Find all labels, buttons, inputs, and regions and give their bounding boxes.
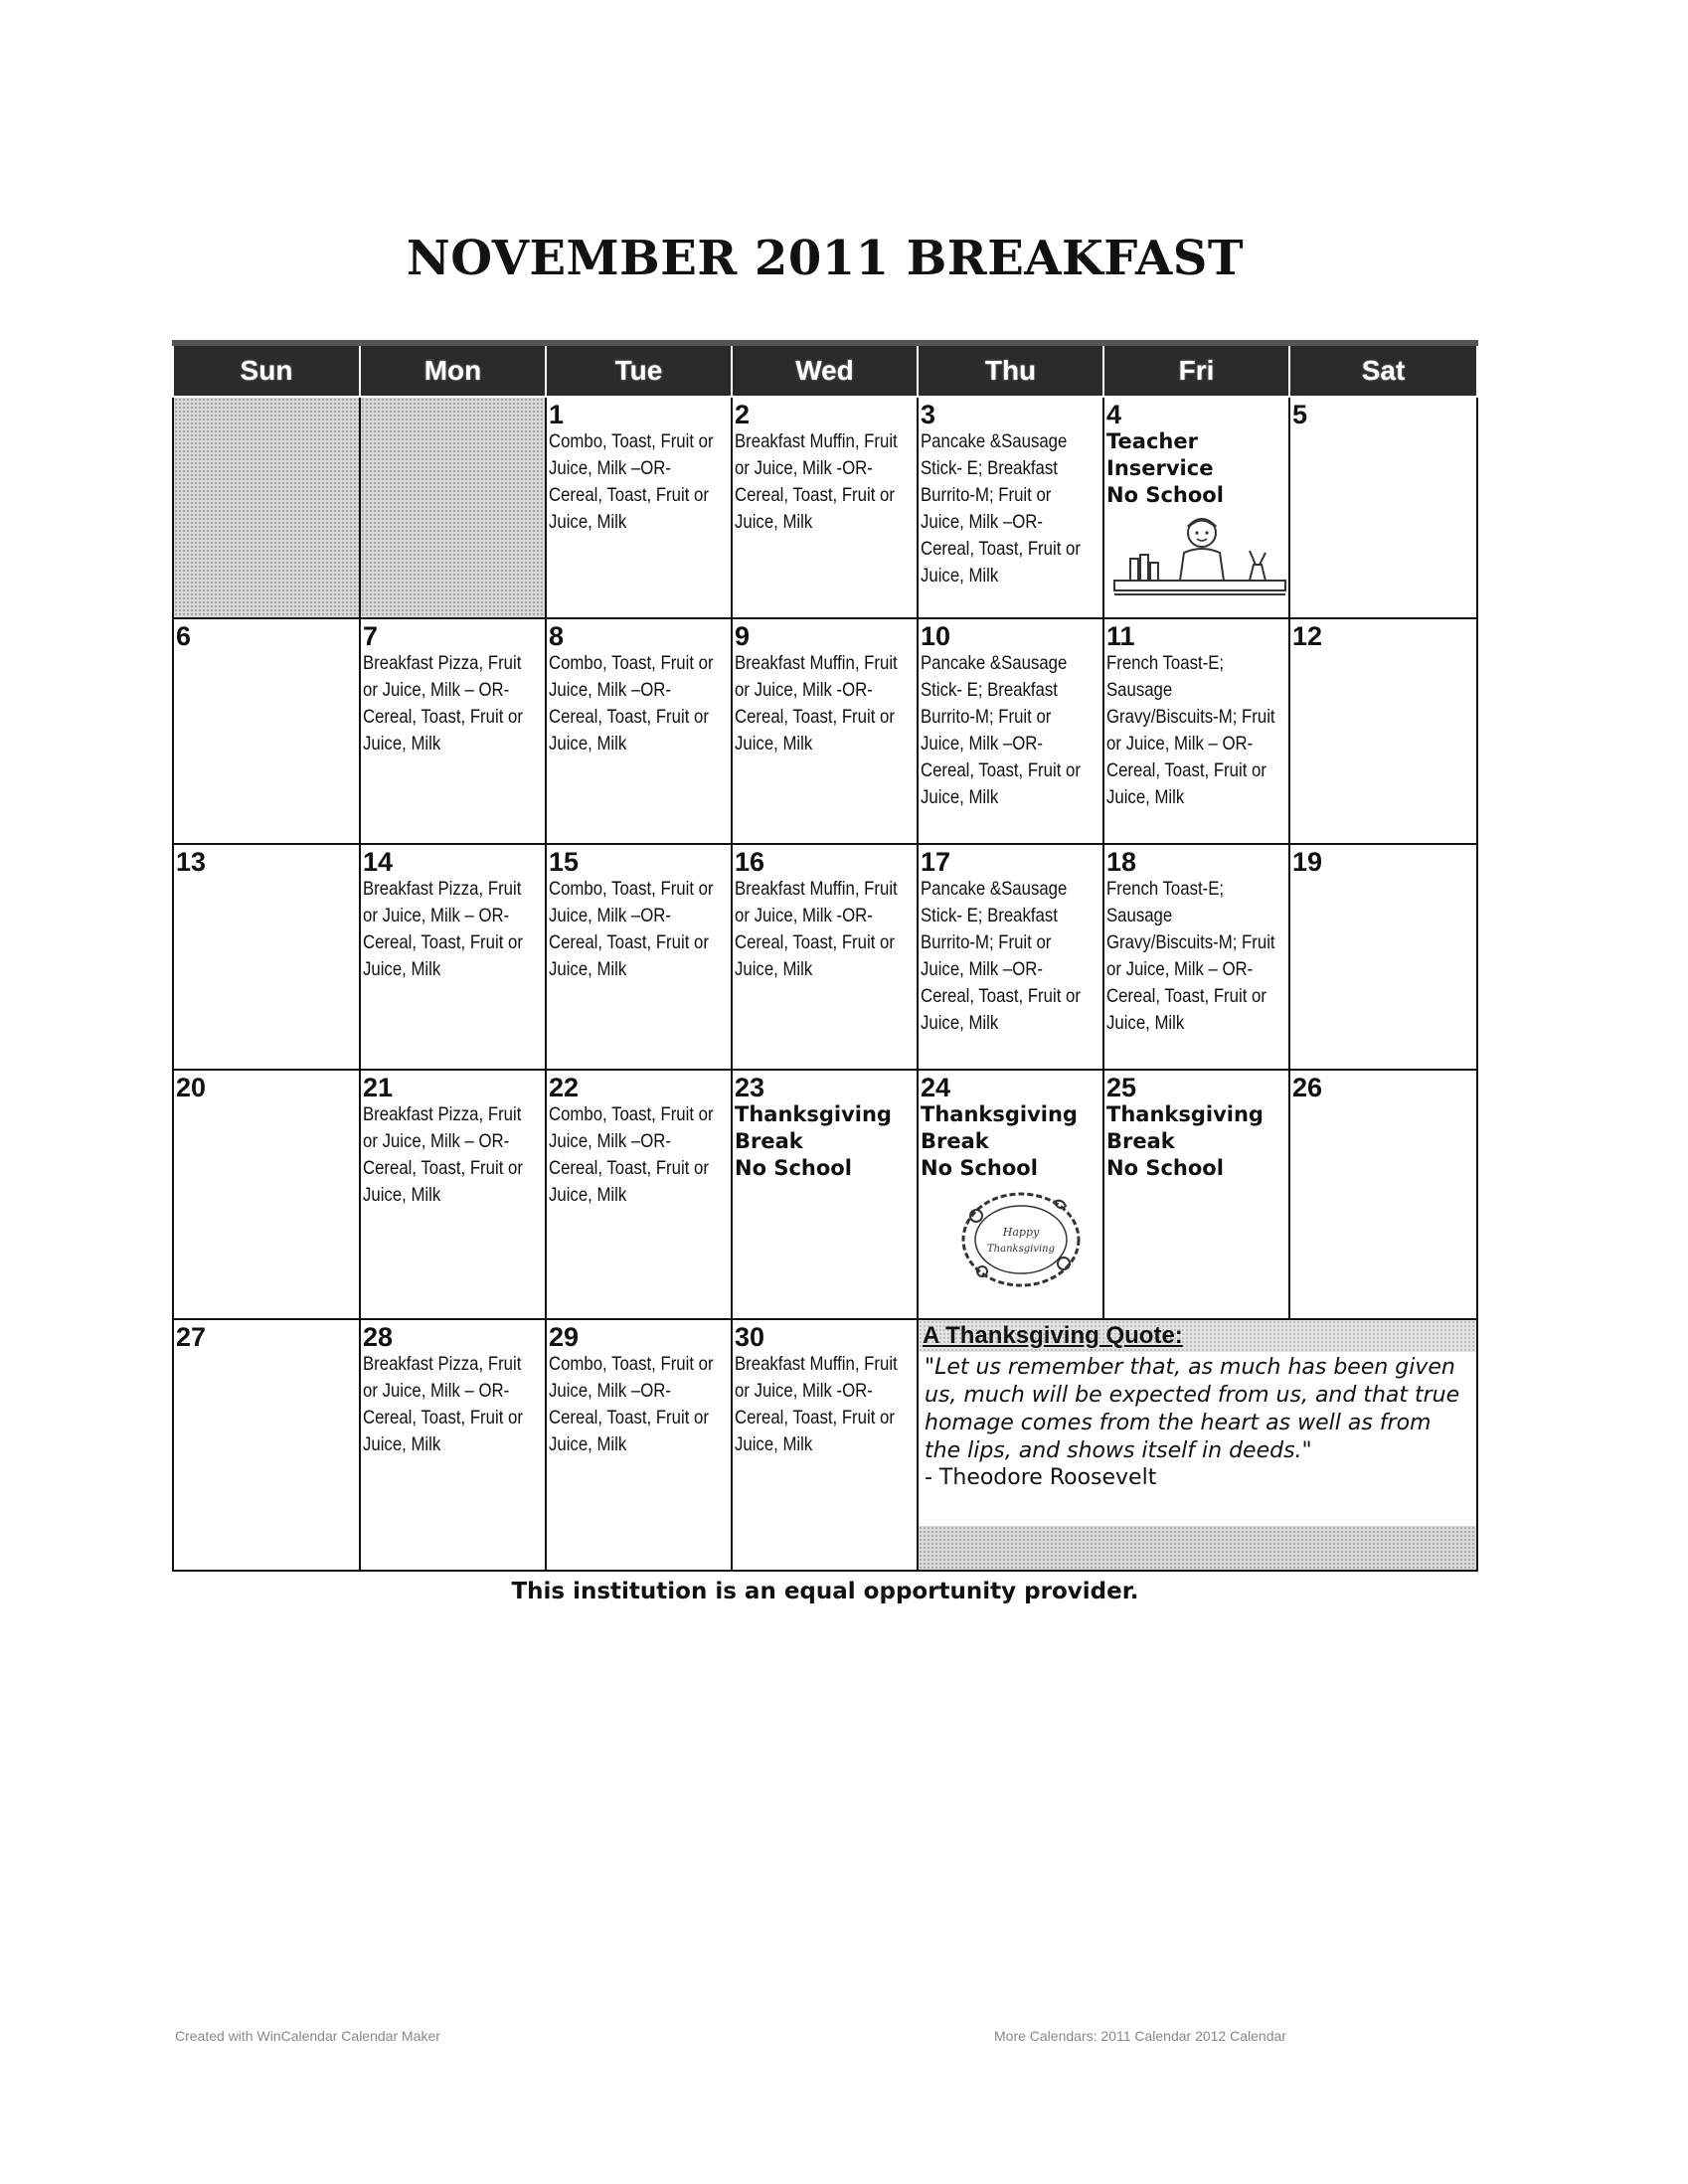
day-cell-11 bbox=[1103, 618, 1289, 844]
menu-text: Combo, Toast, Fruit or Juice, Milk –OR- Cereal, Toast, Fruit or Juice, Milk bbox=[549, 430, 714, 533]
day-cell-26 bbox=[1289, 1070, 1477, 1319]
day-number: 14 bbox=[363, 847, 394, 877]
day-cell-20 bbox=[173, 1070, 360, 1319]
day-cell-8 bbox=[546, 618, 732, 844]
equal-opportunity-note: This institution is an equal opportunity provider. bbox=[511, 1579, 1139, 1604]
day-number: 22 bbox=[549, 1073, 580, 1102]
day-number: 6 bbox=[176, 621, 192, 651]
weekday-thu: Thu bbox=[918, 343, 1103, 397]
day-number: 28 bbox=[363, 1322, 394, 1352]
day-number: 4 bbox=[1106, 400, 1122, 429]
event-text: Break bbox=[921, 1129, 989, 1153]
quote-heading: A Thanksgiving Quote: bbox=[919, 1320, 1476, 1352]
day-number: 19 bbox=[1292, 847, 1323, 877]
menu-text: Combo, Toast, Fruit or Juice, Milk –OR- Cereal, Toast, Fruit or Juice, Milk bbox=[549, 878, 714, 980]
day-number: 7 bbox=[363, 621, 379, 651]
empty-day-cell bbox=[360, 397, 546, 618]
event-text: Break bbox=[1106, 1129, 1175, 1153]
day-number: 24 bbox=[921, 1073, 951, 1102]
day-cell-17 bbox=[918, 844, 1103, 1070]
event-text: Thanksgiving bbox=[921, 1102, 1078, 1126]
day-cell-28 bbox=[360, 1319, 546, 1571]
day-cell-30 bbox=[732, 1319, 918, 1571]
menu-text: Combo, Toast, Fruit or Juice, Milk –OR- Cereal, Toast, Fruit or Juice, Milk bbox=[549, 652, 714, 755]
menu-text: Breakfast Muffin, Fruit or Juice, Milk -OR- Cereal, Toast, Fruit or Juice, Milk bbox=[735, 878, 898, 980]
day-cell-16 bbox=[732, 844, 918, 1070]
day-number: 18 bbox=[1106, 847, 1137, 877]
menu-text: Breakfast Pizza, Fruit or Juice, Milk – OR- Cereal, Toast, Fruit or Juice, Milk bbox=[363, 1353, 523, 1455]
event-text: No School bbox=[921, 1156, 1038, 1180]
menu-text: Combo, Toast, Fruit or Juice, Milk –OR- Cereal, Toast, Fruit or Juice, Milk bbox=[549, 1103, 714, 1206]
day-cell-12 bbox=[1289, 618, 1477, 844]
quote-box bbox=[918, 1319, 1477, 1571]
day-cell-6 bbox=[173, 618, 360, 844]
teacher-clipart-icon bbox=[1110, 515, 1289, 602]
day-number: 25 bbox=[1106, 1073, 1137, 1102]
day-number: 29 bbox=[549, 1322, 580, 1352]
week-row-2 bbox=[173, 618, 1477, 844]
day-number: 3 bbox=[921, 400, 936, 429]
day-number: 20 bbox=[176, 1073, 207, 1102]
menu-text: Breakfast Muffin, Fruit or Juice, Milk -OR- Cereal, Toast, Fruit or Juice, Milk bbox=[735, 430, 898, 533]
weekday-fri: Fri bbox=[1103, 343, 1289, 397]
menu-text: French Toast-E; Sausage Gravy/Biscuits-M; Fruit or Juice, Milk – OR- Cereal, Toast, Fruit or Juice, Milk bbox=[1106, 878, 1275, 1034]
day-cell-29 bbox=[546, 1319, 732, 1571]
day-number: 2 bbox=[735, 400, 751, 429]
day-cell-21 bbox=[360, 1070, 546, 1319]
page-title: NOVEMBER 2011 BREAKFAST bbox=[406, 231, 1245, 286]
day-cell-10 bbox=[918, 618, 1103, 844]
weekday-header-row bbox=[173, 343, 1477, 397]
day-cell-24 bbox=[918, 1070, 1103, 1319]
fineprint-left: Created with WinCalendar Calendar Maker bbox=[175, 2028, 440, 2044]
event-text: Teacher bbox=[1106, 429, 1198, 453]
menu-text: Breakfast Muffin, Fruit or Juice, Milk -OR- Cereal, Toast, Fruit or Juice, Milk bbox=[735, 652, 898, 755]
day-cell-15 bbox=[546, 844, 732, 1070]
day-cell-23 bbox=[732, 1070, 918, 1319]
day-number: 26 bbox=[1292, 1073, 1323, 1102]
day-number: 16 bbox=[735, 847, 765, 877]
day-number: 12 bbox=[1292, 621, 1323, 651]
day-cell-18 bbox=[1103, 844, 1289, 1070]
week-row-4 bbox=[173, 1070, 1477, 1319]
weekday-tue: Tue bbox=[546, 343, 732, 397]
week-row-5 bbox=[173, 1319, 1477, 1571]
menu-text: Pancake &Sausage Stick- E; Breakfast Burrito-M; Fruit or Juice, Milk –OR- Cereal, Toast, Fruit or Juice, Milk bbox=[921, 878, 1081, 1034]
weekday-mon: Mon bbox=[360, 343, 546, 397]
day-number: 17 bbox=[921, 847, 951, 877]
quote-text: "Let us remember that, as much has been given us, much will be expected from us, and that true homage comes from the heart as well as from the lips, and shows itself in deeds." bbox=[925, 1355, 1460, 1463]
day-cell-9 bbox=[732, 618, 918, 844]
menu-text: Pancake &Sausage Stick- E; Breakfast Burrito-M; Fruit or Juice, Milk –OR- Cereal, Toast, Fruit or Juice, Milk bbox=[921, 652, 1081, 808]
event-text: No School bbox=[735, 1156, 852, 1180]
day-cell-7 bbox=[360, 618, 546, 844]
day-cell-2 bbox=[732, 397, 918, 618]
menu-text: Breakfast Muffin, Fruit or Juice, Milk -OR- Cereal, Toast, Fruit or Juice, Milk bbox=[735, 1353, 898, 1455]
event-text: Thanksgiving bbox=[1106, 1102, 1264, 1126]
thanksgiving-wreath-icon bbox=[956, 1188, 1086, 1291]
weekday-sat: Sat bbox=[1289, 343, 1477, 397]
day-cell-4 bbox=[1103, 397, 1289, 618]
day-cell-1 bbox=[546, 397, 732, 618]
menu-text: Breakfast Pizza, Fruit or Juice, Milk – OR- Cereal, Toast, Fruit or Juice, Milk bbox=[363, 878, 523, 980]
week-row-1 bbox=[173, 397, 1477, 618]
event-text: No School bbox=[1106, 1156, 1224, 1180]
day-cell-13 bbox=[173, 844, 360, 1070]
svg-text:Happy: Happy bbox=[1002, 1226, 1040, 1239]
day-number: 15 bbox=[549, 847, 580, 877]
day-number: 8 bbox=[549, 621, 565, 651]
event-text: Inservice bbox=[1106, 456, 1214, 480]
menu-text: French Toast-E; Sausage Gravy/Biscuits-M; Fruit or Juice, Milk – OR- Cereal, Toast, Fruit or Juice, Milk bbox=[1106, 652, 1275, 808]
day-number: 5 bbox=[1292, 400, 1308, 429]
day-number: 10 bbox=[921, 621, 951, 651]
day-number: 27 bbox=[176, 1322, 207, 1352]
weekday-sun: Sun bbox=[173, 343, 360, 397]
event-text: Thanksgiving bbox=[735, 1102, 892, 1126]
svg-text:Thanksgiving: Thanksgiving bbox=[987, 1244, 1055, 1255]
day-cell-27 bbox=[173, 1319, 360, 1571]
day-cell-14 bbox=[360, 844, 546, 1070]
event-text: Break bbox=[735, 1129, 803, 1153]
event-text: No School bbox=[1106, 483, 1224, 507]
day-cell-5 bbox=[1289, 397, 1477, 618]
quote-author: - Theodore Roosevelt bbox=[925, 1465, 1157, 1490]
day-number: 21 bbox=[363, 1073, 394, 1102]
day-cell-22 bbox=[546, 1070, 732, 1319]
calendar-grid bbox=[172, 340, 1478, 1572]
day-cell-19 bbox=[1289, 844, 1477, 1070]
weekday-wed: Wed bbox=[732, 343, 918, 397]
day-number: 30 bbox=[735, 1322, 765, 1352]
menu-text: Breakfast Pizza, Fruit or Juice, Milk – OR- Cereal, Toast, Fruit or Juice, Milk bbox=[363, 652, 523, 755]
day-cell-25 bbox=[1103, 1070, 1289, 1319]
quote-box-footer-band bbox=[919, 1526, 1476, 1570]
day-number: 23 bbox=[735, 1073, 765, 1102]
day-cell-3 bbox=[918, 397, 1103, 618]
empty-day-cell bbox=[173, 397, 360, 618]
week-row-3 bbox=[173, 844, 1477, 1070]
day-number: 1 bbox=[549, 400, 565, 429]
day-number: 11 bbox=[1106, 621, 1135, 651]
day-number: 13 bbox=[176, 847, 207, 877]
menu-text: Pancake &Sausage Stick- E; Breakfast Burrito-M; Fruit or Juice, Milk –OR- Cereal, Toast, Fruit or Juice, Milk bbox=[921, 430, 1081, 587]
fineprint-right[interactable]: More Calendars: 2011 Calendar 2012 Calendar bbox=[994, 2028, 1286, 2044]
menu-text: Breakfast Pizza, Fruit or Juice, Milk – OR- Cereal, Toast, Fruit or Juice, Milk bbox=[363, 1103, 523, 1206]
day-number: 9 bbox=[735, 621, 751, 651]
menu-text: Combo, Toast, Fruit or Juice, Milk –OR- Cereal, Toast, Fruit or Juice, Milk bbox=[549, 1353, 714, 1455]
